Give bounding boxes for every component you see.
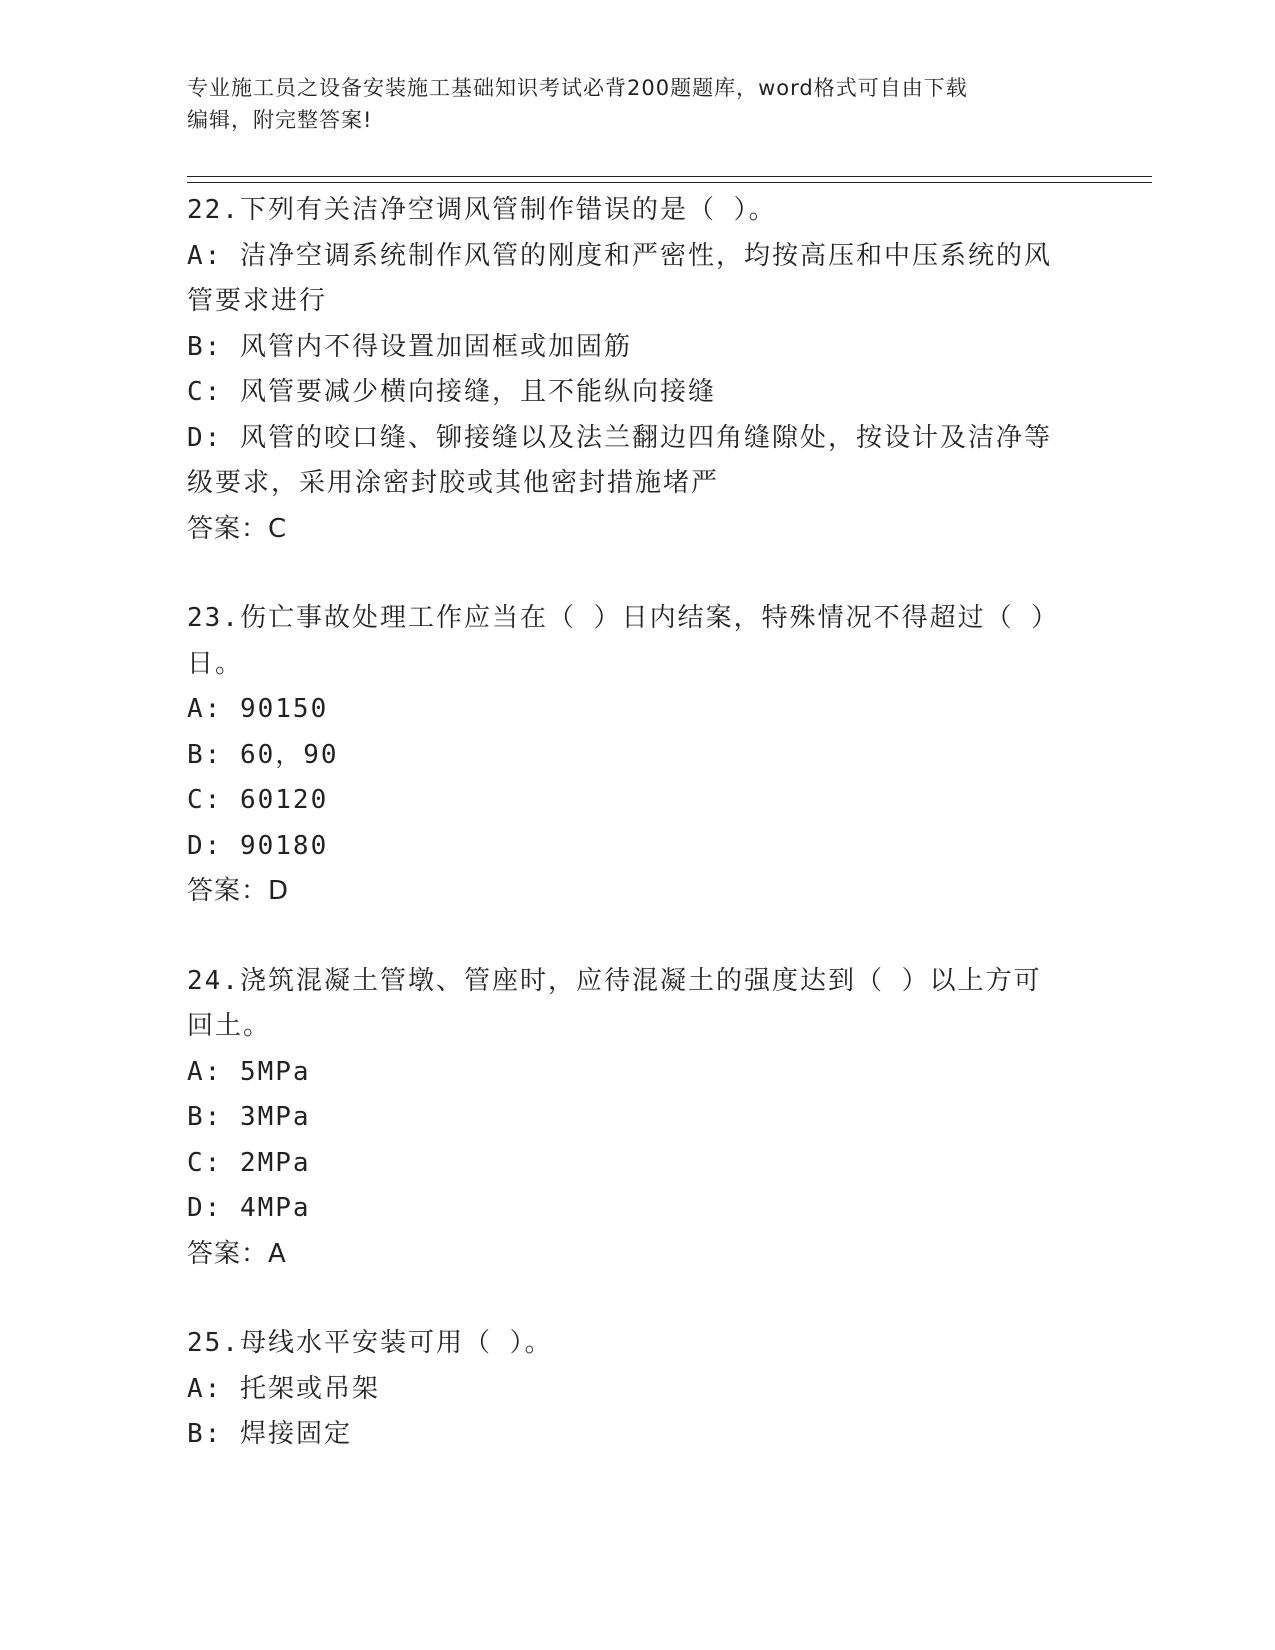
- question-stem: 23.伤亡事故处理工作应当在（ ）日内结案，特殊情况不得超过（ ）: [187, 603, 1060, 633]
- answer-label: 答案：A: [187, 1238, 287, 1269]
- header-line-1: 专业施工员之设备安装施工基础知识考试必背200题题库，word格式可自由下载: [187, 76, 968, 100]
- option-b: B: 60，90: [187, 739, 339, 770]
- option-d: D: 90180: [187, 830, 329, 861]
- answer-label: 答案：C: [187, 513, 288, 544]
- question-stem: 25.母线水平安装可用（ ）。: [187, 1328, 553, 1358]
- option-d: D: 4MPa: [187, 1193, 311, 1223]
- option-line: B: 风管内不得设置加固框或加固筋: [187, 331, 632, 362]
- question-stem: 日。: [187, 648, 244, 679]
- question-list: [187, 188, 1067, 1502]
- question-stem: 22.下列有关洁净空调风管制作错误的是（ ）。: [187, 195, 777, 225]
- option-line: 管要求进行: [187, 286, 328, 316]
- option-a: [187, 234, 1067, 325]
- option-line: 级要求，采用涂密封胶或其他密封措施堵严: [187, 468, 720, 498]
- answer-label: 答案：D: [187, 876, 290, 906]
- option-a: A: 90150: [187, 694, 329, 724]
- option-c: C: 2MPa: [187, 1147, 311, 1178]
- option-b: B: 3MPa: [187, 1102, 311, 1132]
- option-c: [187, 370, 1067, 416]
- question-23: [187, 596, 1067, 915]
- header-line-2: 编辑，附完整答案!: [187, 108, 373, 132]
- option-line: D: 风管的咬口缝、铆接缝以及法兰翻边四角缝隙处，按设计及洁净等: [187, 422, 1052, 453]
- question-25: [187, 1321, 1067, 1458]
- option-a: A: 托架或吊架: [187, 1373, 380, 1404]
- document-page: [187, 0, 1152, 1650]
- question-stem: 回土。: [187, 1011, 272, 1041]
- question-22: [187, 188, 1067, 552]
- option-d: [187, 416, 1067, 507]
- option-line: C: 风管要减少横向接缝，且不能纵向接缝: [187, 377, 716, 407]
- document-header: [187, 72, 1067, 136]
- option-b: B: 焊接固定: [187, 1419, 352, 1449]
- option-c: C: 60120: [187, 785, 329, 815]
- question-24: [187, 959, 1067, 1278]
- question-stem: 24.浇筑混凝土管墩、管座时，应待混凝土的强度达到（ ）以上方可: [187, 965, 1042, 996]
- header-divider-bottom: [187, 182, 1152, 183]
- header-divider-top: [187, 176, 1152, 177]
- option-a: A: 5MPa: [187, 1056, 311, 1087]
- option-b: [187, 325, 1067, 371]
- option-line: A: 洁净空调系统制作风管的刚度和严密性，均按高压和中压系统的风: [187, 240, 1052, 271]
